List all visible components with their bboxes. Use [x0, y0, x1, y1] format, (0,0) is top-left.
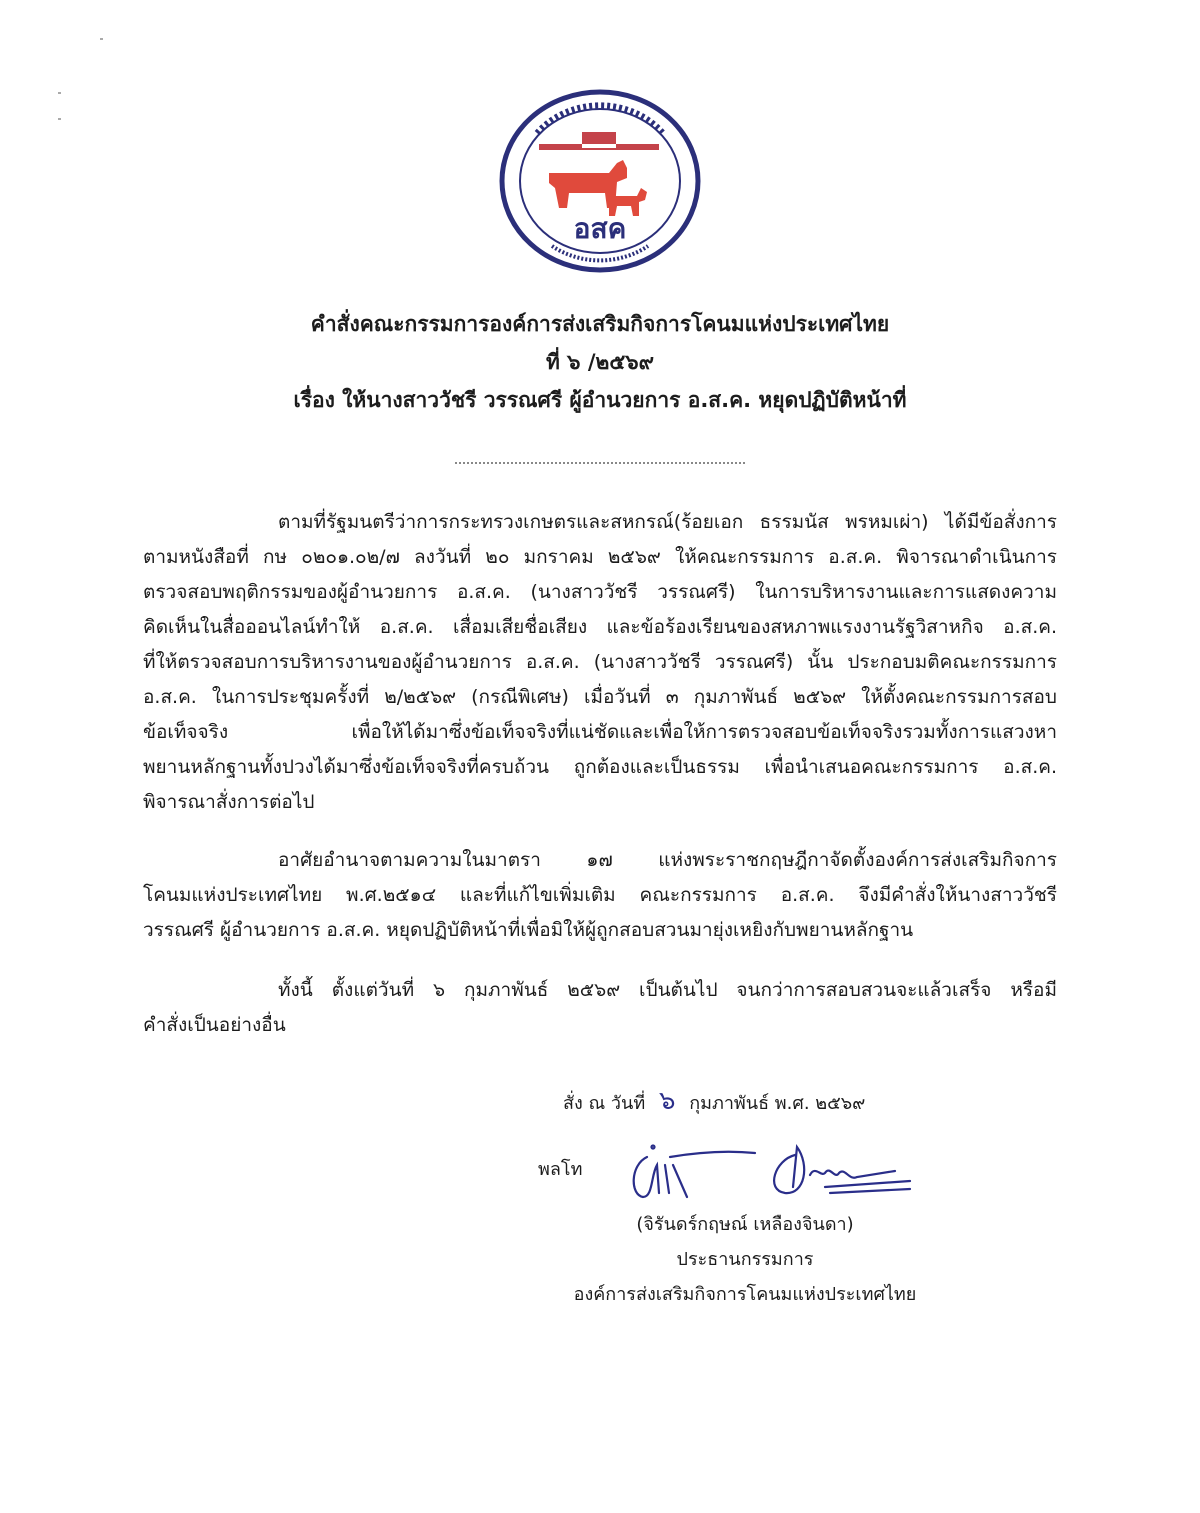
text-line: คิดเห็นในสื่อออนไลน์ทำให้ อ.ส.ค. เสื่อมเสียชื่อเสียง และข้อร้องเรียนของสหภาพแรงงานรัฐวิสาหกิจ อ.ส.ค. [143, 616, 1057, 638]
signatory-position: ประธานกรรมการ [676, 1249, 814, 1270]
subject: เรื่อง ให้นางสาววัชรี วรรณศรี ผู้อำนวยการ อ.ส.ค. หยุดปฏิบัติหน้าที่ [293, 388, 907, 412]
document-title: คำสั่งคณะกรรมการองค์การส่งเสริมกิจการโคนมแห่งประเทศไทย [310, 312, 890, 336]
scan-speck [58, 118, 61, 120]
text-line: อ.ส.ค. ในการประชุมครั้งที่ ๒/๒๕๖๙ (กรณีพิเศษ) เมื่อวันที่ ๓ กุมภาพันธ์ ๒๕๖๙ ให้ตั้งคณะกรรมการสอบ [143, 686, 1057, 708]
text-line: ที่ให้ตรวจสอบการบริหารงานของผู้อำนวยการ อ.ส.ค. (นางสาววัชรี วรรณศรี) นั้น ประกอบมติคณะกรรมการ [143, 651, 1057, 673]
signatory-organization: องค์การส่งเสริมกิจการโคนมแห่งประเทศไทย [573, 1284, 917, 1305]
text-line: คำสั่งเป็นอย่างอื่น [143, 1014, 286, 1036]
text-line: ข้อเท็จจริง เพื่อให้ได้มาซึ่งข้อเท็จจริงที่แน่ชัดและเพื่อให้การตรวจสอบข้อเท็จจริงรวมทั้งการแสวงหา [143, 721, 1057, 743]
rank: พลโท [538, 1159, 583, 1180]
date-suffix: กุมภาพันธ์ พ.ศ. ๒๕๖๙ [689, 1093, 866, 1114]
date-prefix: สั่ง ณ วันที่ [563, 1093, 646, 1114]
organization-logo [497, 88, 703, 274]
handwritten-signature [625, 1135, 915, 1205]
order-number: ที่ ๖ /๒๕๖๙ [546, 350, 654, 374]
text-line: อาศัยอำนาจตามความในมาตรา ๑๗ แห่งพระราชกฤษฎีกาจัดตั้งองค์การส่งเสริมกิจการ [278, 849, 1057, 871]
text-line: ตรวจสอบพฤติกรรมของผู้อำนวยการ อ.ส.ค. (นางสาววัชรี วรรณศรี) ในการบริหารงานและการแสดงความ [143, 581, 1057, 603]
scan-speck [100, 38, 103, 40]
order-date [563, 1080, 865, 1121]
text-line: พยานหลักฐานทั้งปวงได้มาซึ่งข้อเท็จจริงที่ครบถ้วน ถูกต้องและเป็นธรรม เพื่อนำเสนอคณะกรรมการ อ.ส.ค. [143, 756, 1057, 778]
scan-speck [58, 92, 61, 94]
text-line: ตามหนังสือที่ กษ ๐๒๐๑.๐๒/๗ ลงวันที่ ๒๐ มกราคม ๒๕๖๙ ให้คณะกรรมการ อ.ส.ค. พิจารณาดำเนินการ [143, 546, 1057, 568]
text-line: ทั้งนี้ ตั้งแต่วันที่ ๖ กุมภาพันธ์ ๒๕๖๙ เป็นต้นไป จนกว่าการสอบสวนจะแล้วเสร็จ หรือมี [278, 979, 1057, 1001]
text-line: วรรณศรี ผู้อำนวยการ อ.ส.ค. หยุดปฏิบัติหน้าที่เพื่อมิให้ผู้ถูกสอบสวนมายุ่งเหยิงกับพยานหลักฐาน [143, 919, 914, 941]
date-day-handwritten: ๖ [658, 1086, 676, 1116]
divider [455, 462, 745, 464]
text-line: พิจารณาสั่งการต่อไป [143, 791, 315, 813]
svg-text:อสค: อสค [573, 212, 627, 245]
text-line: ตามที่รัฐมนตรีว่าการกระทรวงเกษตรและสหกรณ์(ร้อยเอก ธรรมนัส พรหมเผ่า) ได้มีข้อสั่งการ [278, 511, 1057, 533]
text-line: โคนมแห่งประเทศไทย พ.ศ.๒๕๑๔ และที่แก้ไขเพิ่มเติม คณะกรรมการ อ.ส.ค. จึงมีคำสั่งให้นางสาววัชรี [143, 884, 1057, 906]
signatory-name: (จิรันดร์กฤษณ์ เหลืองจินดา) [636, 1214, 854, 1235]
